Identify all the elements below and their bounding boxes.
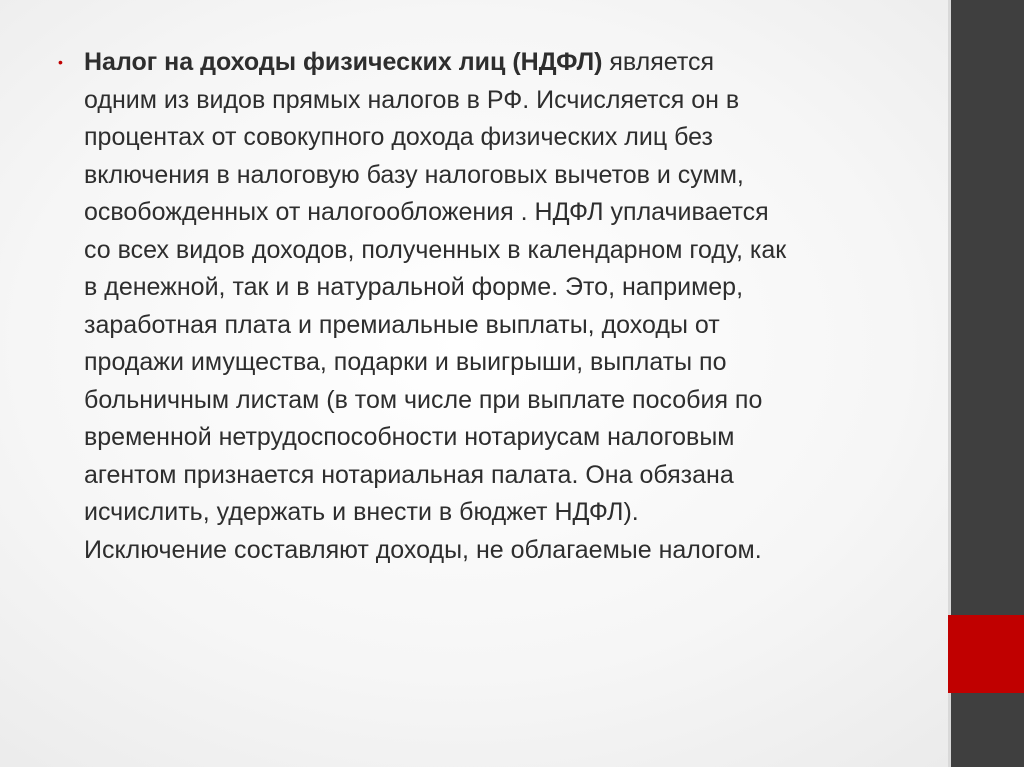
text-line-8: заработная плата и премиальные выплаты, доходы от — [84, 310, 720, 339]
text-line-14: Исключение составляют доходы, не облагаемые налогом. — [84, 535, 762, 564]
text-line-9: продажи имущества, подарки и выигрыши, выплаты по — [84, 348, 727, 376]
paragraph — [84, 44, 904, 569]
text-line-3: процентах от совокупного дохода физических лиц без — [84, 123, 713, 151]
bullet-icon: • — [58, 54, 63, 70]
text-line-11: временной нетрудоспособности нотариусам налоговым — [84, 423, 735, 451]
text-line-1 — [84, 44, 904, 82]
text-line-5: освобожденных от налогообложения . НДФЛ уплачивается — [84, 198, 769, 226]
red-accent-block — [948, 615, 1024, 693]
bold-intro: Налог на доходы физических лиц (НДФЛ) — [84, 48, 603, 76]
text-line-12: агентом признается нотариальная палата. Она обязана — [84, 460, 734, 489]
text-line-6: со всех видов доходов, полученных в календарном году, как — [84, 235, 787, 264]
slide-content — [58, 44, 918, 569]
text-line-4: включения в налоговую базу налоговых вычетов и сумм, — [84, 160, 744, 189]
text-line-2: одним из видов прямых налогов в РФ. Исчисляется он в — [84, 85, 740, 114]
text-line-7: в денежной, так и в натуральной форме. Это, например, — [84, 273, 744, 301]
text-line-13: исчислить, удержать и внести в бюджет НДФЛ). — [84, 498, 639, 526]
line-1-rest: является — [602, 48, 715, 76]
bullet-item — [58, 44, 918, 569]
text-line-10: больничным листам (в том числе при выплате пособия по — [84, 385, 763, 414]
